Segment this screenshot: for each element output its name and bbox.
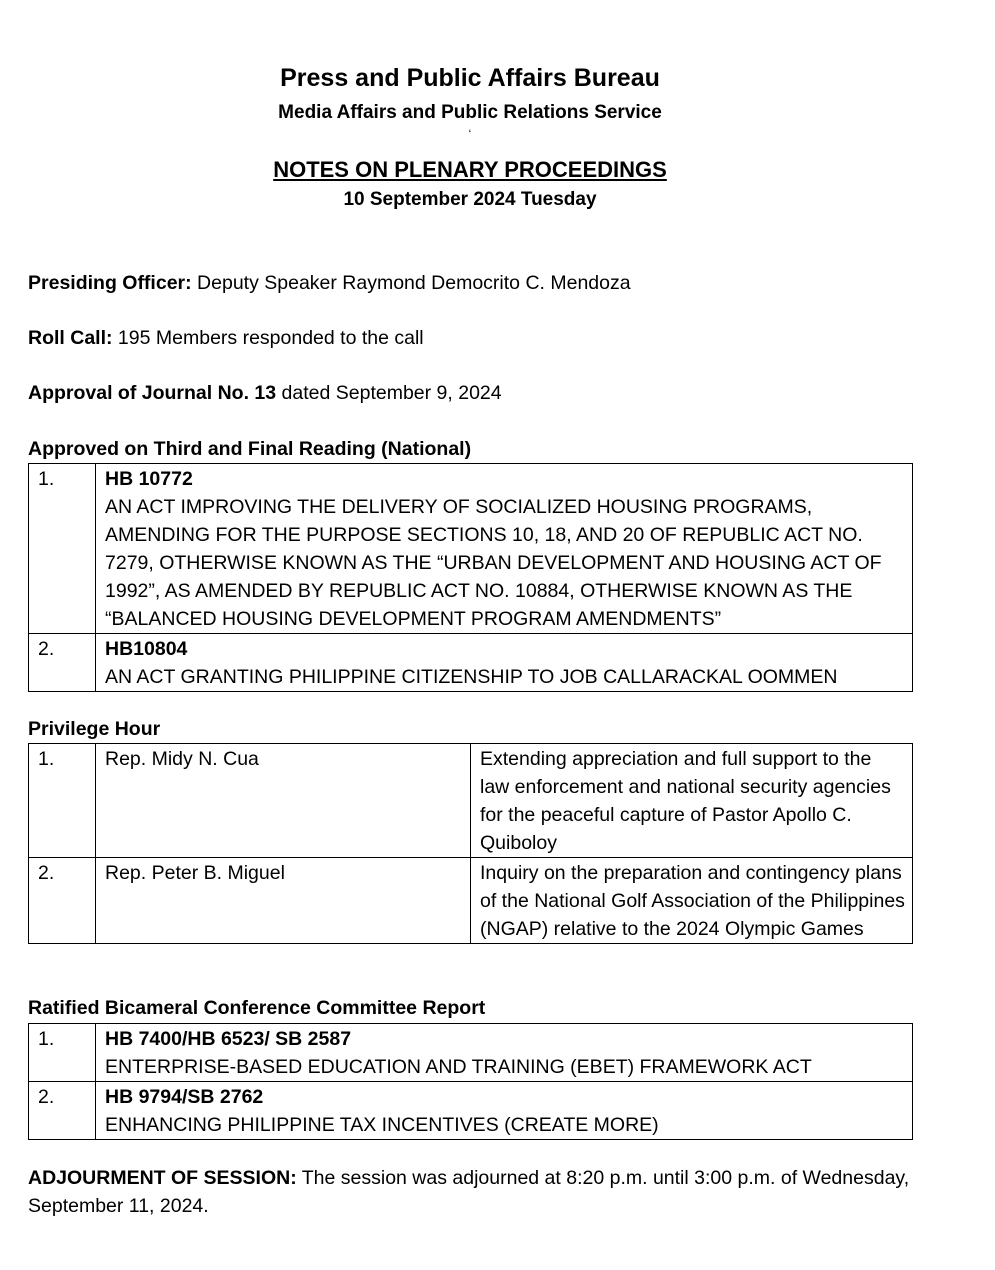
journal-value: dated September 9, 2024: [276, 382, 502, 404]
session-date: 10 September 2024 Tuesday: [343, 189, 597, 210]
adjournment-label: ADJOURMENT OF SESSION:: [28, 1167, 297, 1189]
bill-number: HB10804: [105, 638, 188, 660]
presiding-officer-label: Presiding Officer:: [28, 272, 192, 294]
adjournment-text: The session was adjourned at 8:20 p.m. until 3:00 p.m. of Wednesday, September 11, 2024.: [28, 1167, 910, 1217]
row-number: 2.: [29, 858, 96, 944]
bureau-heading: Press and Public Affairs Bureau: [280, 64, 660, 92]
roll-call-value: 195 Members responded to the call: [112, 327, 424, 349]
member-name: Rep. Peter B. Miguel: [96, 858, 471, 944]
report-cell: [96, 1082, 913, 1140]
presiding-officer-value: Deputy Speaker Raymond Democrito C. Mendoza: [191, 272, 631, 294]
bicam-section-title: Ratified Bicameral Conference Committee Report: [28, 997, 486, 1019]
privilege-hour-section-title: Privilege Hour: [28, 718, 161, 740]
bill-number: HB 10772: [105, 468, 193, 490]
report-cell: [96, 1024, 913, 1082]
service-subheading: Media Affairs and Public Relations Service: [278, 102, 662, 123]
adjournment-paragraph: [28, 1164, 928, 1220]
privilege-hour-table: [28, 743, 913, 944]
row-number: 1.: [29, 1024, 96, 1082]
roll-call-label: Roll Call:: [28, 327, 113, 349]
bill-cell: [96, 464, 913, 634]
bill-title: AN ACT IMPROVING THE DELIVERY OF SOCIALIZED HOUSING PROGRAMS, AMENDING FOR THE PURPOSE SECTIONS 10, 18, AND 20 OF REPUBLIC ACT NO. 7279, OTHERWISE KNOWN AS THE “URBAN DEVELOPMENT AND HOUSING ACT OF 1992”, AS AMENDED BY REPUBLIC ACT NO. 10884, OTHERWISE KNOWN AS THE “BALANCED HOUSING DEVELOPMENT PROGRAM AMENDMENTS”: [105, 496, 882, 630]
bill-cell: [96, 634, 913, 692]
third-reading-table: [28, 463, 913, 692]
bill-numbers: HB 7400/HB 6523/ SB 2587: [105, 1028, 352, 1050]
report-title: ENTERPRISE-BASED EDUCATION AND TRAINING (EBET) FRAMEWORK ACT: [105, 1056, 812, 1078]
journal-label: Approval of Journal No. 13: [28, 382, 277, 404]
stray-mark: ‘: [468, 127, 472, 141]
bill-title: AN ACT GRANTING PHILIPPINE CITIZENSHIP TO JOB CALLARACKAL OOMMEN: [105, 666, 838, 688]
document-title: NOTES ON PLENARY PROCEEDINGS: [273, 157, 667, 182]
row-number: 1.: [29, 464, 96, 634]
table-row: [29, 634, 913, 692]
row-number: 1.: [29, 744, 96, 858]
table-row: [29, 1082, 913, 1140]
row-number: 2.: [29, 634, 96, 692]
report-title: ENHANCING PHILIPPINE TAX INCENTIVES (CREATE MORE): [105, 1114, 659, 1136]
roll-call-line: [28, 327, 424, 350]
speech-topic: Extending appreciation and full support to the law enforcement and national security agencies for the peaceful capture of Pastor Apollo C. Quiboloy: [471, 744, 913, 858]
third-reading-section-title: Approved on Third and Final Reading (National): [28, 438, 472, 460]
row-number: 2.: [29, 1082, 96, 1140]
table-row: [29, 858, 913, 944]
member-name: Rep. Midy N. Cua: [96, 744, 471, 858]
bicam-report-table: [28, 1023, 913, 1140]
bill-numbers: HB 9794/SB 2762: [105, 1086, 264, 1108]
table-row: [29, 1024, 913, 1082]
speech-topic: Inquiry on the preparation and contingency plans of the National Golf Association of the Philippines (NGAP) relative to the 2024 Olympic Games: [471, 858, 913, 944]
journal-approval-line: [28, 382, 502, 405]
table-row: [29, 744, 913, 858]
presiding-officer-line: [28, 272, 631, 295]
table-row: [29, 464, 913, 634]
